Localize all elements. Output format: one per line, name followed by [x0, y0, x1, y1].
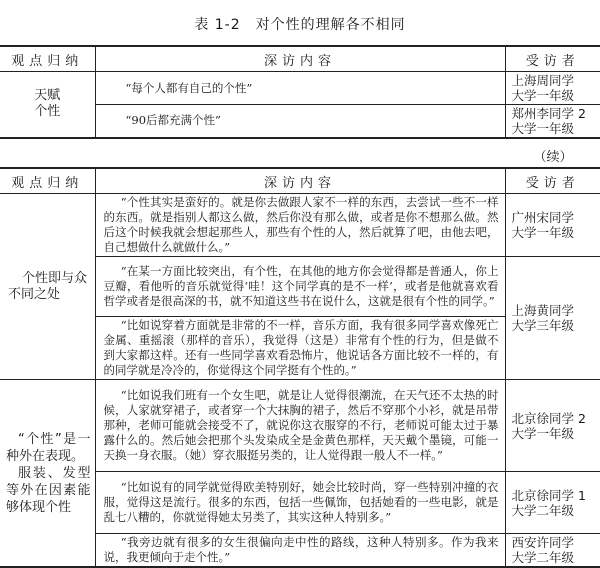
- viewpoint-label: 个性: [34, 104, 61, 120]
- interviewee-grade: 大学一年级: [511, 120, 575, 136]
- table-row: [0, 194, 600, 257]
- viewpoint-label: 天赋: [34, 88, 61, 104]
- table-2-continued: [0, 167, 600, 568]
- quote-cell: [95, 380, 505, 472]
- table-row: [0, 72, 600, 105]
- interviewee-name: 郑州李同学 2: [511, 105, 586, 121]
- quote-cell: [95, 472, 505, 534]
- quote-text: “比如说穿着方面就是非常的不一样，音乐方面，我有很多同学喜欢像死亡金属、重摇滚（那样的音乐），我觉得（这是）非常有个性的行为，但是做不到大家都这样。还有一些同学喜欢看恐怖片，他说话各方面比较不一样的，有的同学就是冷冷的，你觉得这个同学挺有个性的。”: [103, 318, 499, 377]
- quote-cell: “90后都充满个性”: [95, 105, 505, 138]
- table-header-row: [0, 168, 600, 194]
- interviewee-name: 上海黄同学: [511, 303, 575, 318]
- viewpoint-cell: [0, 194, 95, 380]
- quote-cell: [95, 534, 505, 568]
- interviewee-cell: [505, 380, 600, 472]
- interviewee-cell: [505, 257, 600, 380]
- interviewee-cell: [505, 105, 600, 138]
- interviewee-name: 上海周同学: [511, 73, 575, 88]
- interviewee-grade: 大学一年级: [511, 225, 575, 240]
- quote-text: “比如说我们班有一个女生吧，就是让人觉得很潮流，在天气还不太热的时候，人家就穿裙子，或者穿一个大抹胸的裙子，然后不穿那个小衫，就是吊带那种，老师可能就会接受不了，就说你这衣服穿的不行，老师说可能太过于暴露什么的。然后她会把那个头发染成全是金黄色那样，天天戴个墨镜，可能一天换一身衣服。（她）穿衣服挺另类的，让人觉得跟一般人不一样。”: [103, 388, 499, 462]
- table-1: [0, 45, 600, 139]
- header-viewpoint: 观点归纳: [0, 168, 95, 194]
- viewpoint-cell: [0, 72, 95, 138]
- interviewee-cell: [505, 472, 600, 534]
- interviewee-name: 西安许同学: [511, 535, 575, 550]
- quote-cell: [95, 317, 505, 380]
- interviewee-grade: 大学三年级: [511, 318, 575, 333]
- continued-label: （续）: [533, 150, 573, 165]
- table-title: 表 1-2 对个性的理解各不相同: [194, 17, 406, 33]
- header-content: 深访内容: [95, 168, 505, 194]
- interviewee-cell: [505, 72, 600, 105]
- interviewee-name: 北京徐同学 2: [511, 410, 586, 426]
- quote-cell: “每个人都有自己的个性”: [95, 72, 505, 105]
- interviewee-grade: 大学二年级: [511, 550, 575, 565]
- quote-text: “个性其实是蛮好的。就是你去做跟人家不一样的东西，去尝试一些不一样的东西。就是指别人都这么做，然后你没有那么做，或者是你不想那么做。然后这个时候我就会想起那些人，那些有个性的人，然后就算了吧，由他去吧，自己想做什么就做什么。”: [103, 195, 499, 254]
- interviewee-cell: [505, 534, 600, 568]
- table-row: [0, 380, 600, 472]
- header-interviewee: 受访者: [505, 46, 600, 72]
- interviewee-name: 广州宋同学: [511, 210, 575, 225]
- viewpoint-cell: [0, 380, 95, 568]
- quote-text: “在某一方面比较突出，有个性，在其他的地方你会觉得都是普通人，你上豆瓣，看他听的音乐就觉得‘哇！这个同学真的是不一样’，或者是他就喜欢看哲学或者是很高深的书，就不知道这些书在说什么，这就是很有个性的同学。”: [103, 264, 499, 308]
- header-interviewee: 受访者: [505, 168, 600, 194]
- quote-cell: [95, 257, 505, 317]
- interviewee-grade: 大学一年级: [511, 425, 575, 441]
- table-header-row: [0, 46, 600, 72]
- interviewee-cell: [505, 194, 600, 257]
- interviewee-name: 北京徐同学 1: [511, 487, 586, 503]
- quote-text: “我旁边就有很多的女生很偏向走中性的路线，这种人特别多。作为我来说，我更倾向于走个性。”: [103, 535, 499, 564]
- quote-text: “比如说有的同学就觉得欧美特别好，她会比较时尚，穿一些特别冲撞的衣服，觉得这是流行。很多的东西，包括一些佩饰，包括她看的一些电影，就是乱七八糟的，你就觉得她太另类了，其实这种人特别多。”: [103, 480, 499, 524]
- viewpoint-label: 不同之处: [8, 286, 61, 302]
- header-viewpoint: 观点归纳: [0, 46, 95, 72]
- header-content: 深访内容: [95, 46, 505, 72]
- viewpoint-label: 个性即与众: [22, 270, 88, 286]
- interviewee-grade: 大学一年级: [511, 88, 575, 103]
- interviewee-grade: 大学二年级: [511, 502, 575, 518]
- viewpoint-label: “个性”是一种外在表现。: [6, 431, 91, 464]
- quote-cell: [95, 194, 505, 257]
- viewpoint-label: 服装、发型等外在因素能够体现个性: [6, 465, 91, 515]
